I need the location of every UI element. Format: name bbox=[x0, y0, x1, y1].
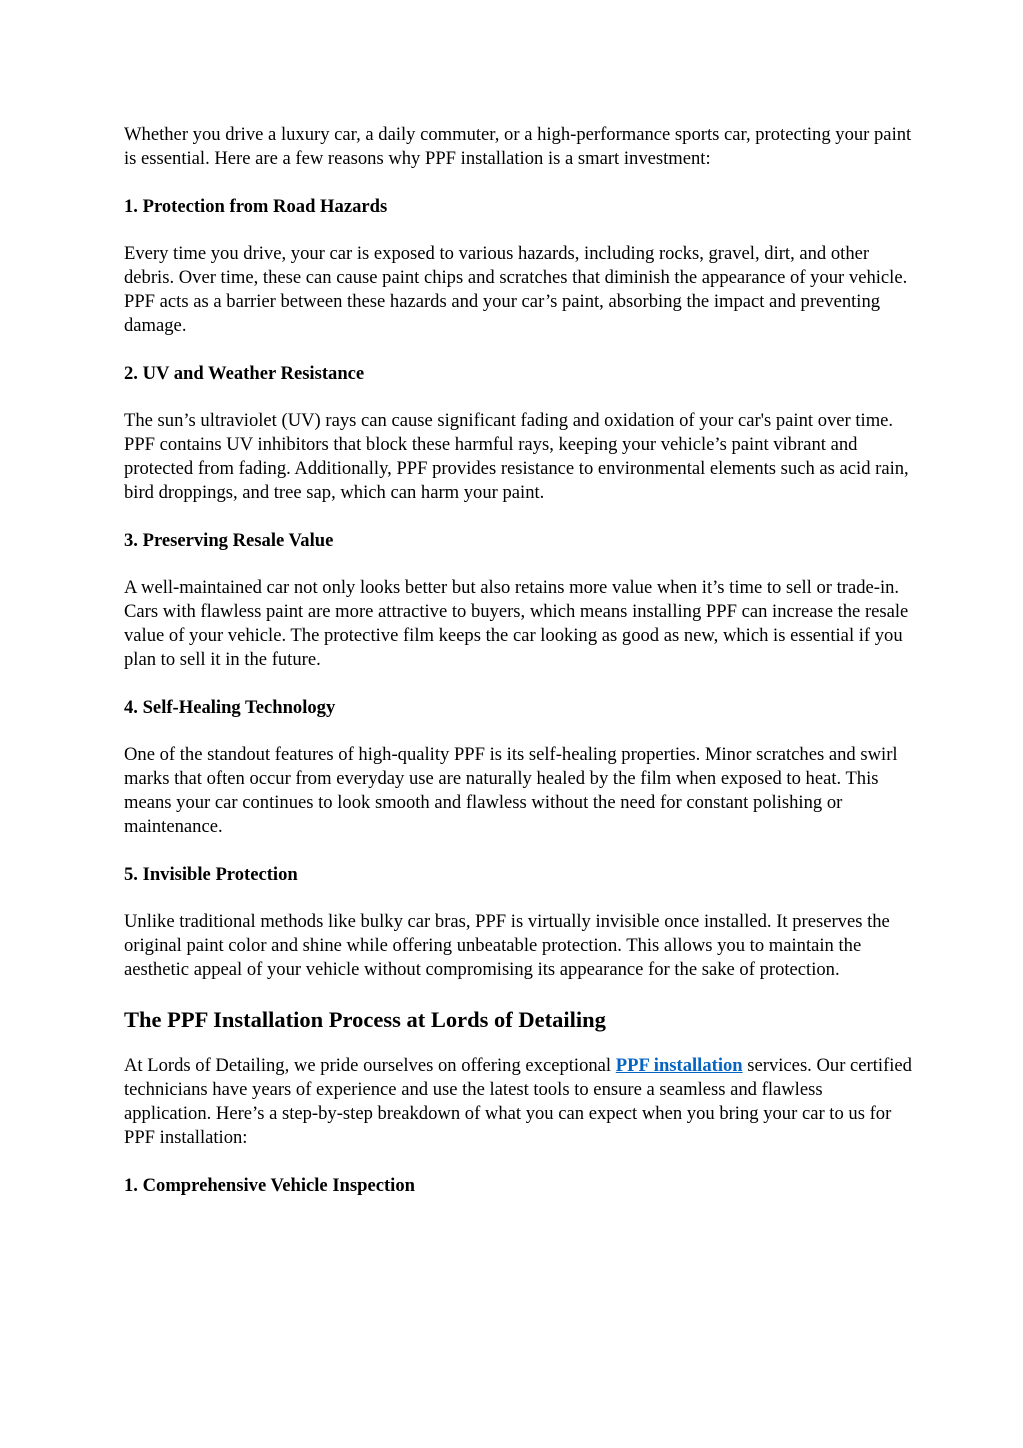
process-text-before-link: At Lords of Detailing, we pride ourselves on offering exceptional bbox=[124, 1055, 616, 1076]
intro-paragraph: Whether you drive a luxury car, a daily commuter, or a high-performance sports car, protecting your paint is essential. Here are a few reasons why PPF installation is a smart investment: bbox=[124, 124, 912, 169]
section-body-self-healing: One of the standout features of high-quality PPF is its self-healing properties. Minor scratches and swirl marks that often occur from everyday use are naturally healed by the film when exposed to heat. This means your car continues to look smooth and flawless without the need for constant polishing or maintenance. bbox=[124, 744, 898, 837]
process-title: The PPF Installation Process at Lords of Detailing bbox=[124, 1007, 606, 1032]
section-heading-self-healing: 4. Self-Healing Technology bbox=[124, 697, 336, 718]
section-body-invisible-protection: Unlike traditional methods like bulky car bras, PPF is virtually invisible once installed. It preserves the original paint color and shine while offering unbeatable protection. This allows you to maintain the aesthetic appeal of your vehicle without compromising its appearance for the sake of protection. bbox=[124, 911, 890, 980]
ppf-installation-link[interactable]: PPF installation bbox=[615, 1055, 743, 1076]
process-text-after-link: services. Our certified technicians have years of experience and use the latest tools to ensure a seamless and flawless application. Here’s a step-by-step breakdown of what you can expect when you bring your car to us for PPF installation: bbox=[124, 1055, 912, 1148]
section-heading-invisible-protection: 5. Invisible Protection bbox=[124, 864, 298, 885]
document-page bbox=[124, 123, 914, 1221]
section-body-resale-value: A well-maintained car not only looks better but also retains more value when it’s time to sell or trade-in. Cars with flawless paint are more attractive to buyers, which means installing PPF can increase the resale value of your vehicle. The protective film keeps the car looking as good as new, which is essential if you plan to sell it in the future. bbox=[124, 577, 909, 670]
section-heading-road-hazards: 1. Protection from Road Hazards bbox=[124, 196, 388, 217]
section-body-road-hazards: Every time you drive, your car is exposed to various hazards, including rocks, gravel, dirt, and other debris. Over time, these can cause paint chips and scratches that diminish the appearance of your vehicle. PPF acts as a barrier between these hazards and your car’s paint, absorbing the impact and preventing damage. bbox=[124, 243, 908, 336]
step-heading-vehicle-inspection: 1. Comprehensive Vehicle Inspection bbox=[124, 1175, 415, 1196]
process-paragraph bbox=[124, 1054, 914, 1150]
section-heading-resale-value: 3. Preserving Resale Value bbox=[124, 530, 334, 551]
section-heading-uv-weather: 2. UV and Weather Resistance bbox=[124, 363, 365, 384]
section-body-uv-weather: The sun’s ultraviolet (UV) rays can cause significant fading and oxidation of your car's paint over time. PPF contains UV inhibitors that block these harmful rays, keeping your vehicle’s paint vibrant and protected from fading. Additionally, PPF provides resistance to environmental elements such as acid rain, bird droppings, and tree sap, which can harm your paint. bbox=[124, 410, 909, 503]
